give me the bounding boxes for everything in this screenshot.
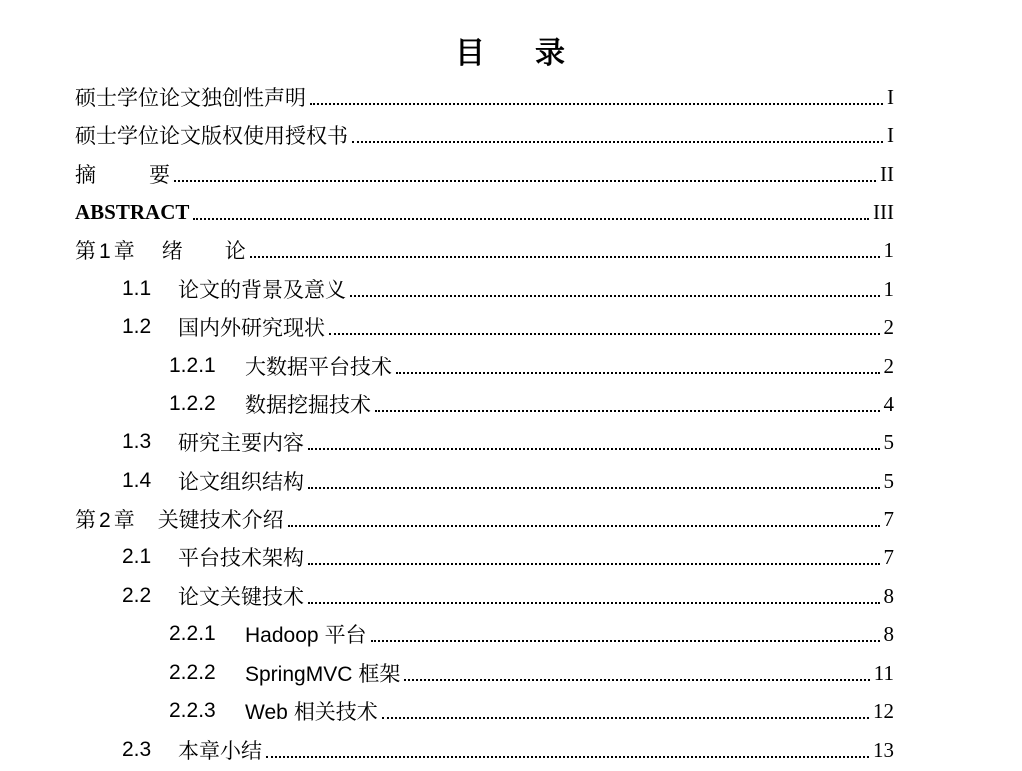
section-number: 1.2 [122, 315, 152, 338]
toc-entry[interactable] [75, 155, 894, 193]
toc-entry-label: 硕士学位论文独创性声明 [75, 86, 306, 110]
toc-entry-subsection[interactable] [169, 385, 894, 423]
toc-entry-label: 大数据平台技术 [245, 355, 392, 379]
toc-entry-subsection[interactable] [169, 692, 894, 730]
toc-entry-section[interactable] [122, 577, 894, 615]
subsection-number: 1.2.1 [169, 354, 216, 377]
toc-entry-label [245, 658, 400, 688]
toc-entry-subsection[interactable] [169, 347, 894, 385]
toc-entry-label-latin: SpringMVC [245, 663, 353, 686]
toc-entry-label: 数据挖掘技术 [245, 393, 371, 417]
title-char-1: 目 [455, 36, 487, 71]
toc-entry-label [245, 619, 367, 649]
toc-entry-page: 11 [873, 660, 894, 685]
subsection-number: 2.2.1 [169, 622, 216, 645]
section-number: 2.3 [122, 738, 152, 761]
dot-leader [396, 372, 880, 374]
toc-entry-label [245, 696, 378, 726]
toc-entry-label: 硕士学位论文版权使用授权书 [75, 124, 348, 148]
toc-entry-section[interactable] [122, 462, 894, 500]
chapter-number [75, 235, 135, 265]
toc-entry-label: 关键技术介绍 [157, 508, 284, 532]
chapter-number [75, 504, 135, 534]
dot-leader [352, 141, 883, 143]
toc-entry-page: 8 [883, 583, 894, 608]
toc-entry-page: 1 [883, 237, 894, 262]
toc-entry-label: 论文组织结构 [178, 470, 304, 494]
dot-leader [250, 256, 880, 258]
page-title [0, 28, 1022, 72]
chapter-suffix: 章 [113, 508, 135, 532]
chapter-suffix: 章 [113, 239, 135, 263]
dot-leader [174, 180, 876, 182]
toc-entry-label-cn: 框架 [358, 662, 401, 686]
toc-entry-label: 国内外研究现状 [178, 316, 325, 340]
toc-entry-page: 1 [883, 276, 894, 301]
dot-leader [288, 525, 880, 527]
toc-entry-page: 5 [883, 468, 894, 493]
title-char-2: 录 [535, 36, 567, 71]
toc-entry-page: 2 [883, 353, 894, 378]
chapter-num: 1 [99, 240, 111, 263]
dot-leader [310, 103, 883, 105]
toc-entry-label [162, 235, 246, 265]
toc-entry-chapter[interactable] [75, 500, 894, 538]
toc-entry-label: 平台技术架构 [178, 546, 304, 570]
toc-entry-label-cn: 平台 [324, 623, 367, 647]
dot-leader [382, 717, 869, 719]
dot-leader [371, 640, 880, 642]
toc-entry-label-latin: Hadoop [245, 624, 319, 647]
toc-entry-label-part: 绪 [161, 239, 183, 263]
section-number: 1.1 [122, 277, 152, 300]
subsection-number: 1.2.2 [169, 392, 216, 415]
dot-leader [308, 448, 880, 450]
subsection-number: 2.2.2 [169, 661, 216, 684]
toc-entry-page: 13 [873, 737, 894, 762]
toc-entry-section[interactable] [122, 308, 894, 346]
dot-leader [308, 602, 880, 604]
toc-entry-section[interactable] [122, 538, 894, 576]
section-number: 1.3 [122, 430, 152, 453]
toc-entry[interactable] [75, 116, 894, 154]
dot-leader [350, 295, 880, 297]
dot-leader [308, 487, 880, 489]
chapter-prefix: 第 [75, 508, 96, 532]
dot-leader [404, 679, 869, 681]
section-number: 1.4 [122, 469, 152, 492]
toc-entry-chapter[interactable] [75, 231, 894, 269]
toc-entry-page: 12 [873, 698, 894, 723]
section-number: 2.2 [122, 584, 152, 607]
toc-entry-label-part: 要 [149, 163, 170, 187]
subsection-number: 2.2.3 [169, 699, 216, 722]
dot-leader [375, 410, 880, 412]
toc-entry-subsection[interactable] [169, 615, 894, 653]
toc-entry[interactable] [75, 78, 894, 116]
toc-entry-page: 7 [883, 544, 894, 569]
toc-entry-page: 2 [883, 314, 894, 339]
toc-entry[interactable] [75, 193, 894, 231]
toc-entry-page: 7 [883, 506, 894, 531]
toc-entry-label: ABSTRACT [75, 199, 190, 224]
toc-entry-page: 8 [883, 621, 894, 646]
chapter-prefix: 第 [75, 239, 96, 263]
toc-entry-section[interactable] [122, 270, 894, 308]
toc-entry-section[interactable] [122, 731, 894, 769]
toc-entry-label: 研究主要内容 [178, 431, 304, 455]
dot-leader [308, 563, 880, 565]
dot-leader [193, 218, 869, 220]
section-number: 2.1 [122, 545, 152, 568]
toc-entry-label: 论文的背景及意义 [178, 278, 346, 302]
toc-entry-section[interactable] [122, 423, 894, 461]
toc-entry-label: 论文关键技术 [178, 585, 304, 609]
toc-entry-page: III [873, 199, 894, 224]
toc-entry-label [75, 159, 170, 189]
toc-entry-label-latin: Web [245, 701, 288, 724]
toc-entry-label-part: 摘 [75, 163, 96, 187]
toc-entry-page: II [880, 161, 894, 186]
toc-entry-label-cn: 相关技术 [293, 700, 378, 724]
toc-entry-subsection[interactable] [169, 654, 894, 692]
toc-entry-page: 5 [883, 429, 894, 454]
toc-entry-page: I [887, 122, 894, 147]
dot-leader [266, 756, 869, 758]
toc-entry-page: 4 [883, 391, 894, 416]
chapter-num: 2 [99, 509, 111, 532]
toc-entry-label-part: 论 [224, 239, 246, 263]
toc-entry-page: I [887, 84, 894, 109]
toc-entry-label: 本章小结 [178, 739, 262, 763]
dot-leader [329, 333, 880, 335]
